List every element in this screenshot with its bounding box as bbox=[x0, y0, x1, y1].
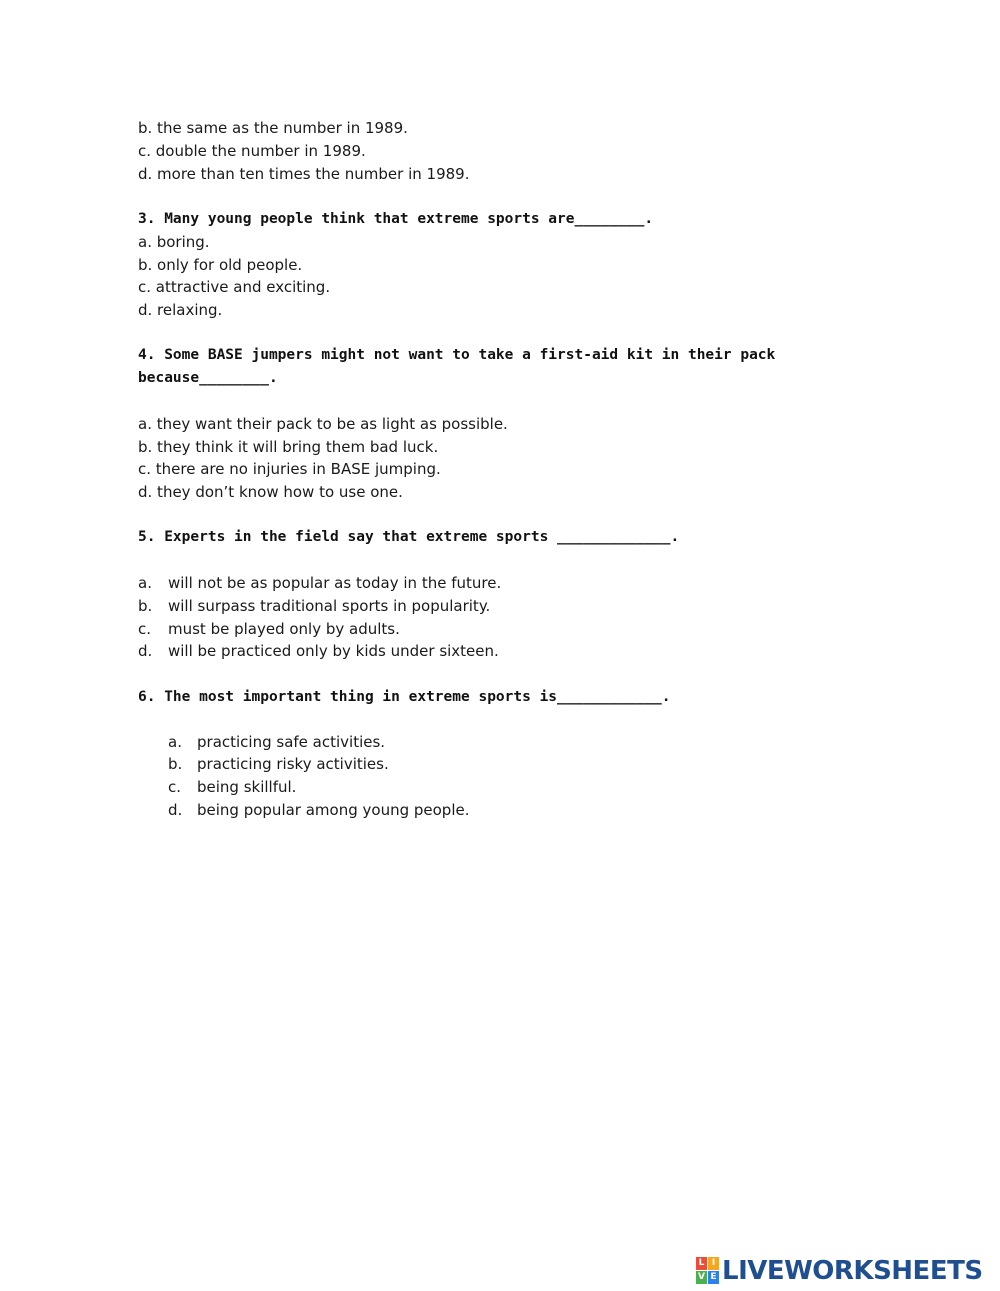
q3-option-c: c. attractive and exciting. bbox=[138, 278, 331, 296]
q5-letter-d: d. bbox=[138, 642, 153, 660]
logo-block-l: L bbox=[696, 1257, 707, 1270]
q5-letter-c: c. bbox=[138, 620, 152, 638]
q6-option-c: being skillful. bbox=[197, 778, 297, 796]
q6-letter-a: a. bbox=[168, 733, 182, 751]
q3-option-a: a. boring. bbox=[138, 233, 210, 251]
logo-text: LIVEWORKSHEETS bbox=[722, 1256, 983, 1286]
liveworksheets-logo bbox=[696, 1254, 983, 1288]
q6-option-d: being popular among young people. bbox=[197, 801, 470, 819]
logo-block-i: I bbox=[708, 1257, 719, 1270]
q5-option-c: must be played only by adults. bbox=[168, 620, 400, 638]
q5-letter-a: a. bbox=[138, 574, 152, 592]
q4-option-c: c. there are no injuries in BASE jumping. bbox=[138, 460, 441, 478]
question-5: 5. Experts in the field say that extreme sports _____________. bbox=[138, 529, 680, 545]
q2-option-b: b. the same as the number in 1989. bbox=[138, 119, 408, 137]
q5-option-d: will be practiced only by kids under sixteen. bbox=[168, 642, 499, 660]
q2-option-c: c. double the number in 1989. bbox=[138, 142, 366, 160]
q4-option-b: b. they think it will bring them bad luck. bbox=[138, 438, 439, 456]
question-3: 3. Many young people think that extreme sports are________. bbox=[138, 211, 654, 227]
q2-option-d: d. more than ten times the number in 1989. bbox=[138, 165, 470, 183]
q3-option-b: b. only for old people. bbox=[138, 256, 303, 274]
logo-block-v: V bbox=[696, 1271, 707, 1284]
q4-option-d: d. they don’t know how to use one. bbox=[138, 483, 403, 501]
q4-option-a: a. they want their pack to be as light as possible. bbox=[138, 415, 508, 433]
q6-letter-b: b. bbox=[168, 755, 183, 773]
q5-option-a: will not be as popular as today in the future. bbox=[168, 574, 502, 592]
q6-letter-c: c. bbox=[168, 778, 182, 796]
q3-option-d: d. relaxing. bbox=[138, 301, 223, 319]
logo-block-e: E bbox=[708, 1271, 719, 1284]
q6-option-a: practicing safe activities. bbox=[197, 733, 386, 751]
question-4-line-1: 4. Some BASE jumpers might not want to take a first-aid kit in their pack bbox=[138, 347, 776, 363]
q6-letter-d: d. bbox=[168, 801, 183, 819]
q5-option-b: will surpass traditional sports in popularity. bbox=[168, 597, 491, 615]
question-6: 6. The most important thing in extreme sports is____________. bbox=[138, 689, 671, 705]
q5-letter-b: b. bbox=[138, 597, 153, 615]
q6-option-b: practicing risky activities. bbox=[197, 755, 389, 773]
question-4-line-2: because________. bbox=[138, 370, 278, 386]
logo-blocks-icon bbox=[696, 1257, 720, 1285]
